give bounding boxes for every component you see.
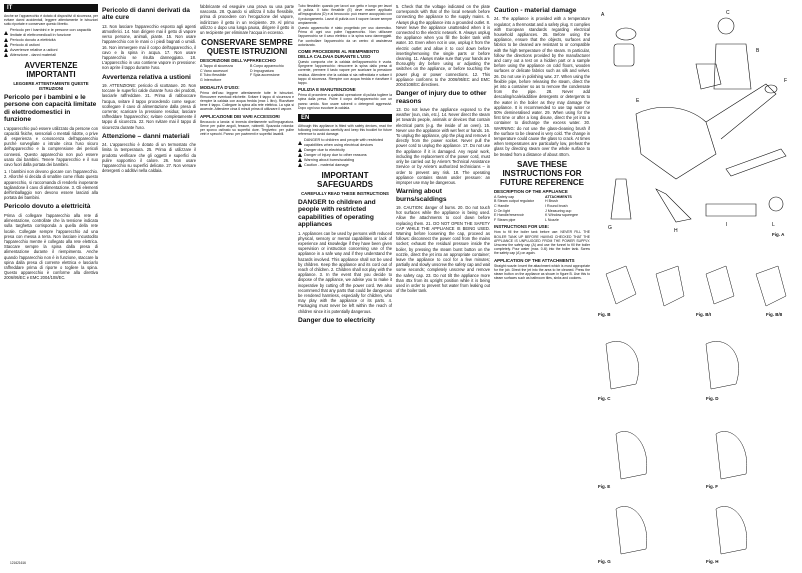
- small-figures-row-1: [606, 266, 786, 306]
- fig-letter-label: H: [674, 228, 678, 234]
- desc-item: E Handle/reservoir: [494, 213, 524, 218]
- instr-text-en: How to fill the boiler tank before use: NEVER FILL THE BOILER TANK UP BEFORE HAVING CHECKED THAT THE APPLIANCE IS UNPLUGGED FROM THE POWER SUPPLY. Unscrew the safety cap (A) and use the funnel to fill the boiler completely. Pour water (max. 0.4l) into the boiler tank. Screw the safety cap (A) on again.: [494, 230, 590, 256]
- fig-caption: Fig. G: [598, 559, 611, 564]
- paragraph-right-it: fabbricante ed eseguire una prova su una parte nascosta. 28. Quando si utilizza il tubo flessibile, prima di procedere con l'erogazione del vapore, indirizzare il getto in un recipiente. 29. Al primo utilizzo o dopo una lunga pausa, dirigere il getto in un recipiente per eliminare l'acqua in eccesso.: [200, 4, 294, 36]
- title-it: AVVERTENZE IMPORTANTI: [24, 60, 78, 79]
- legend-item: Caution - material damage: [298, 163, 392, 168]
- paragraph-caution-en: 24. The appliance is provided with a temperature regulator; a thermostat and a safety plug. It complies with European standards regarding electrical household appliances. 25. Before using the appliance, ensure that the objects, surfaces and fabrics to be cleaned are resistant to or compatible with the high temperature of the steam. In particular, follow the directions provided by the manufacturer and carry out a test on a hidden part or a sample before using the appliance on cold floors, wooden surfaces or delicate fabrics such as silk and velvet. 26. Do not use in polishing wax. 27. When using the flexible pipe, before releasing the steam, direct the jet into a container so as to remove the condensate from the pipe. 28. Never add descaling/scale/additive detergents or detergents to the water in the boiler as they may damage the appliance. It is recommended to use tap water or 50% demineralised water. 29. When using for the first time or after a long disuse, direct the jet into a container to discharge the excess water. 30. WARNING: do not use the glass-cleaning brush if the surface to be cleaned is very cold. The change in temperature could cause the glass to crack. At times when temperatures are particularly low, preheat the glass by directing steam over the whole surface to be treated from a distance of about 40cm.: [494, 16, 590, 157]
- small-figures-row-2: [606, 341, 739, 389]
- fig-caption: Fig. H: [706, 559, 719, 564]
- heading-warn-it: Avvertenza relativa a ustioni: [102, 73, 191, 81]
- fig-caption: Fig. E: [598, 484, 611, 489]
- legend-item: Warning about burns/scalding: [298, 158, 392, 163]
- list-children-it: 1. I bambini non devono giocare con l'apparecchio. 2. Allorché si decida di smaltire come rifiuto questo apparecchio, si raccomanda di renderlo inoperante tagliandone il cavo di alimentazione. 3. Gli elementi dell'imballaggio non devono essere lasciati alla portata dei bambini.: [4, 169, 98, 201]
- att-text-en: Straight nozzle: Insert the attachment which is most appropriate for the job. Direct the jet into the area to be cleaned. Press the steam button on the appliance as shown in figure B. Use this to steam surfaces such as bathroom tiles, sinks and cookers.: [494, 263, 590, 281]
- paragraph-children-en: 1. Appliances can be used by persons with reduced physical, sensory or mental capabilities or lack of experience and knowledge if they have been given supervision or instruction concerning use of the appliance in a safe way and if they understand the hazards involved. This appliance shall not be used by children. Keep the appliance and its cord out of reach of children. 2. Children shall not play with the appliance. 3. In the event that you decide to dispose of the appliance, we advise you to make it inoperative by cutting off the power cord. We also recommend that any parts that could be dangerous be rendered harmless, especially for children, who may play with the appliance or its parts. 4. Packaging must never be left within the reach of children since it is potentially dangerous.: [298, 230, 392, 314]
- legend-item: Attenzione - danni materiali: [4, 53, 98, 58]
- heading-damage-it: Attenzione – danni materiali: [102, 132, 190, 140]
- heading-other-en: Danger of injury due to other reasons: [396, 90, 487, 105]
- acc-item: L Nozzle: [545, 217, 559, 222]
- lang-label-it: IT: [4, 4, 98, 12]
- acc-title: ATTACHMENTS: [545, 194, 572, 199]
- footer-code: 121621616: [10, 561, 26, 565]
- fig-caption: Fig. C: [598, 396, 611, 401]
- legend-item: Danger of injury due to other reasons: [298, 153, 392, 158]
- app-title-it: APPLICAZIONE DEI VARI ACCESSORI: [200, 113, 280, 119]
- heading-save-it: CONSERVARE SEMPRE QUESTE ISTRUZIONI: [201, 38, 293, 57]
- paragraph-other-en: 13. Do not leave the appliance exposed to the weather (sun, rain, etc.). 14. Never direct the steam jet towards people, animals or devices that contain electrical parts (e.g. the inside of an oven). 15. Never use the appliance with wet feet or hands. 16. To unplug the appliance, grip the plug and remove it directly from the power socket. Never pull the power cord to unplug the appliance. 17. Do not use the appliance if it is damaged. Any repair work, including the replacement of the power cord, must only be carried out by Ariete's Technical Assistance Service or by Ariete's authorized technicians – in order to prevent any risk. 18. The operating appliance contains steam under pressure: an improper use may be dangerous.: [396, 107, 490, 185]
- mod-title-it: MODALITÀ D'USO:: [200, 84, 240, 90]
- fig-letter-label: G: [608, 225, 612, 231]
- fig-letter-label: I: [726, 222, 728, 228]
- desc-item: C Handle: [494, 204, 509, 209]
- desc-item: F Spia accensione: [250, 73, 280, 78]
- desc-item: B Corpo apparecchio: [250, 64, 284, 69]
- heading-burn-it: Pericolo di danni derivati da alte cure: [102, 7, 190, 22]
- desc-item: G Interruttore: [200, 78, 222, 82]
- desc-item: C Vano accessori: [200, 68, 228, 73]
- column-en-3: [494, 4, 590, 569]
- column-it-1: [4, 4, 98, 569]
- desc-item: B Steam output regulator: [494, 199, 534, 204]
- legend-item: Avvertenze relative a ustioni: [4, 48, 98, 53]
- fr-text-4: Prima di procedere a qualsiasi operazione di pulizia togliere la spina dalla presa. Pulire il corpo dell'apparecchio con un panno umido. Non usare solventi o detergenti aggressivi. Dopo ogni uso svuotare la caldaia.: [298, 93, 392, 110]
- heading-children-it: Pericolo per i bambini e le persone con capacità limitate di elettrodomestici in funzione: [4, 94, 97, 124]
- fig-letter-label: F: [784, 78, 788, 84]
- fig-caption: Fig. F: [706, 484, 718, 489]
- column-it-2: [102, 4, 196, 569]
- heading-children-en: DANGER to children and people with restricted capabilities of operating appliances: [298, 198, 376, 229]
- paragraph-children-it: L'apparecchio può essere utilizzato da persone con capacità fisiche, sensoriali o mentali ridotte, o prive di esperienza e conoscenza dell'apparecchio purché sorvegliate o istruite circa l'uso sicuro dell'apparecchio e la comprensione dei pericoli connessi. Questo apparecchio non può essere usato dai bambini. Tenere l'apparecchio e il suo cavo fuori dalla portata dei bambini.: [4, 125, 98, 168]
- att-title-en: APPLICATION OF THE ATTACHMENTS: [494, 257, 575, 263]
- desc-item: D Impugnatura: [250, 68, 274, 73]
- heading-electric-it: Pericolo dovuto a elettricità: [4, 203, 91, 211]
- paragraph-electric-en: 5. Check that the voltage indicated on the plate corresponds with that of the local network before connecting the appliance to the supply mains. 6. Always plug the appliance into a grounded outlet. 8. Never leave the appliance unattended when it is connected to the electric network. 9. Always unplug the appliance when you fill the boiler tank with water. 10. Even when not in use, unplug it from the electric outlet and allow it to cool down before inserting/removing the single parts or before cleaning. 11. Always make sure that your hands are thoroughly dry before using or adjusting the switches on the appliance, or before touching the power plug or power connections. 12. This appliance conforms to the 2006/95/EC and EMC 2004/108/EC directives.: [396, 4, 490, 88]
- desc-item: A Safety cap: [494, 194, 515, 199]
- fr-text-3: Questo comporta che la caldaia dell'apparecchio è vuota. Spegnere l'apparecchio: rimuovere la spina dalla presa di corrente, premere il tasto vapore per scaricare la pressione residua. Attendere che la caldaia si sia raffreddata e svitare il tappo di sicurezza. Riempire con acqua fredda e riavvitare il tappo.: [298, 60, 392, 86]
- intro-text-it: Anche se l'apparecchio è dotato di dispositivi di sicurezza, per evitare danni accidentali, leggere attentamente le istruzioni sotto riportate e conservare questo libretto.: [4, 14, 98, 27]
- fig-caption: Fig. B/I: [696, 312, 711, 317]
- lang-label-en: EN: [298, 114, 392, 122]
- fig-caption: Fig. D: [706, 396, 719, 401]
- fr-text-1: Tubo flessibile: quando per lavori con getto e lungo per lavori di pulizia. Il tubo flessibile (E) deve essere applicato all'impugnatura (D) e al beccuccio: può essere accoppiato con il prolungamento. Lavori di pulizia con il vapore: lavare sempre ampiamente.: [298, 4, 392, 25]
- paragraph-burn-it: 13. Non lasciare l'apparecchio esposto agli agenti atmosferici. 14. Non dirigere mai il getto di vapore verso persone, animali, piante. 15. Non usare l'apparecchio con le mani o i piedi bagnati o umidi. 16. Non immergere mai il corpo dell'apparecchio, il cavo e la spina in acqua. 17. Non usare l'apparecchio se risulta danneggiato. 18. L'apparecchio in uso contiene vapore in pressione: non aprire il tappo durante l'uso.: [102, 23, 196, 71]
- heading-electric-en: Danger due to electricity: [298, 316, 375, 324]
- paragraph-burns-en: 19. CAUTION: danger of burns. 20. Do not touch hot surfaces while the appliance is being used. Allow the attachments to cool down before replacing them. 21. DO NOT OPEN THE SAFETY CAP WHILE THE APPLIANCE IS BEING USED. Warning before loosening the cap, proceed as follows: disconnect the power cord from the mains socket; exhaust the residual pressure inside the boiler, by pressing the steam burst button on the nozzle, direct the jet into an appropriate container; leave the appliance to cool for a few minutes; partially and slowly unscrew the safety cap and wait some seconds; completely unscrew and remove the safety cap. 23. Do not tilt the appliance more than 45x from its upright position while it is being used in order to prevent hot water from leaking out of the boiler tank.: [396, 204, 490, 294]
- fig-letter-label: L: [772, 222, 775, 228]
- intro-text-en: Although this appliance is fitted with safety devices, read the following instructions carefully and keep this booklet for future reference to avoid damage.: [298, 124, 392, 137]
- small-figures-row-3: [616, 431, 747, 554]
- fr-heading-clean: COME PROCEDERE AL RIEMPIMENTO DELLA CALDAIA DURANTE L'USO: [298, 49, 380, 60]
- desc-list-en: [494, 195, 590, 223]
- desc-item: E Tubo flessibile: [200, 73, 227, 78]
- figures-illustration: [596, 4, 798, 569]
- warning-triangle-icon: [4, 31, 8, 35]
- desc-title-en: DESCRIPTION OF THE APPLIANCE: [494, 188, 568, 194]
- fig-caption: Fig. B: [598, 312, 611, 317]
- paragraph-damage-it: 24. L'apparecchio è dotato di un termostato che limita la temperatura. 25. Prima di utilizzare il prodotto verificare che gli oggetti e superfici da pulire sopportino il calore. 26. Non usare l'apparecchio su superfici delicate. 27. Non versare detergenti o additivi nella caldaia.: [102, 142, 196, 174]
- column-it-3: [200, 4, 294, 569]
- warning-triangle-icon: [4, 53, 8, 57]
- desc-item: A Tappo di sicurezza: [200, 64, 233, 69]
- warning-triangle-icon: [4, 43, 8, 47]
- legend-item: Danger due to electricity: [298, 148, 392, 153]
- warning-triangle-icon: [4, 48, 8, 52]
- fr-text-2: Questo apparecchio è stato progettato per uso domestico. Prima di ogni uso pulire l'apparecchio. Non utilizzare l'apparecchio se il cavo elettrico o la spina sono danneggiati. Far controllare l'apparecchio da un centro di assistenza autorizzato.: [298, 26, 392, 47]
- acc-item: K Window squeegee: [545, 213, 578, 218]
- heading-save-en: SAVE THESE INSTRUCTIONS FOR FUTURE REFERENCE: [499, 159, 584, 187]
- desc-item: F Steam pipe: [494, 217, 516, 222]
- mod-text-it: Prima dell'uso leggere attentamente tutte le istruzioni. Rimuovere eventuali etichette. Svitare il tappo di sicurezza e riempire la caldaia con acqua fredda (max 1 litro). Riavvitare bene il tappo. Collegare la spina alla rete elettrica. La spia si accende. Attendere circa 6 minuti prima di utilizzare il vapore.: [200, 90, 294, 112]
- acc-item: H Brush: [545, 199, 558, 204]
- subtitle-it: LEGGERE ATTENTAMENTE QUESTE ISTRUZIONI: [13, 80, 89, 91]
- fig-letter-label: E: [636, 98, 640, 104]
- desc-title-it: DESCRIZIONE DELL'APPARECCHIO: [200, 58, 276, 64]
- app-text-it: Beccuccio a lancia: si innesta direttamente sull'impugnatura. Serve per pulire angoli, fessure, rubinetti. Spazzola rotonda: per sporco ostinato su superfici dure. Tergivetro: per pulire vetri e specchi. Panno: per pavimenti e superfici lavabili.: [200, 119, 294, 137]
- desc-item: D On light: [494, 208, 510, 213]
- paragraph-warn-it: 19. ATTENZIONE: pericolo di scottature. 20. Non toccare le superfici calde durante l'uso dei prodotti, lasciarle raffreddare. 21. Prima di rabboccare l'acqua, svitare il tappo procedendo come segue: scollegare il cavo di alimentazione dalla presa di corrente; scaricare la pressione residua; lasciare raffreddare l'apparecchio; svitare completamente il tappo di sicurezza. 22. Non svitare mai il tappo di sicurezza durante l'uso.: [102, 83, 196, 130]
- column-fr: [298, 4, 392, 569]
- legend-item: DANGER to children and people with restricted capabilities when using electrical devices: [298, 138, 392, 148]
- fig-letter-label: A: [601, 12, 605, 18]
- legend-item: Pericolo di ustioni: [4, 43, 98, 48]
- acc-item: I Round brush: [545, 204, 568, 209]
- subtitle-en: CAREFULLY READ THESE INSTRUCTIONS: [301, 190, 389, 196]
- instr-title-en: INSTRUCTIONS FOR USE:: [494, 224, 550, 230]
- acc-item: J Measuring cup: [545, 208, 572, 213]
- heading-caution-en: Caution - material damage: [494, 7, 577, 14]
- warning-triangle-icon: [298, 148, 302, 152]
- fig-letter-label: C: [726, 10, 730, 16]
- desc-list-it: [200, 64, 294, 82]
- warning-triangle-icon: [298, 141, 302, 145]
- paragraph-electric-it: Prima di collegare l'apparecchio alla rete di alimentazione, controllate che la tensione indicata sulla targhetta corrisponda a quella della rete locale. Collegate sempre l'apparecchio ad una presa con messa a terra. Non lasciare incustodito l'apparecchio mentre è collegato alla rete elettrica. Staccare sempre la spina dalla presa di alimentazione durante il riempimento. Anche quando l'apparecchio non è in funzione, staccare la spina dalla presa di corrente elettrica e lasciarlo raffreddare prima di riporre o togliere la spina. Questo apparecchio è conforme alla direttiva 2006/95/EC e EMC 2004/108/EC.: [4, 212, 98, 281]
- fig-caption: Fig. A: [772, 232, 785, 237]
- column-en-2: [396, 4, 490, 569]
- fr-heading-pulizia: PULIZIA E MANUTENZIONE: [298, 87, 356, 93]
- title-en: IMPORTANT SAFEGUARDS: [316, 170, 373, 189]
- warning-triangle-icon: [298, 153, 302, 157]
- legend-item: Pericolo per i bambini e le persone con capacità limitate di elettromedicali in funzione: [4, 28, 98, 38]
- heading-burns-en: Warning about burns/scaldings: [396, 188, 447, 203]
- warning-triangle-icon: [298, 163, 302, 167]
- fig-caption: Fig. B/II: [766, 312, 783, 317]
- warning-triangle-icon: [298, 158, 302, 162]
- figures-panel: [596, 4, 798, 569]
- legend-item: Pericolo dovuto a elettricità: [4, 38, 98, 43]
- warning-triangle-icon: [4, 38, 8, 42]
- appliance-exploded-view: [611, 18, 786, 222]
- fig-letter-label: B: [756, 48, 760, 54]
